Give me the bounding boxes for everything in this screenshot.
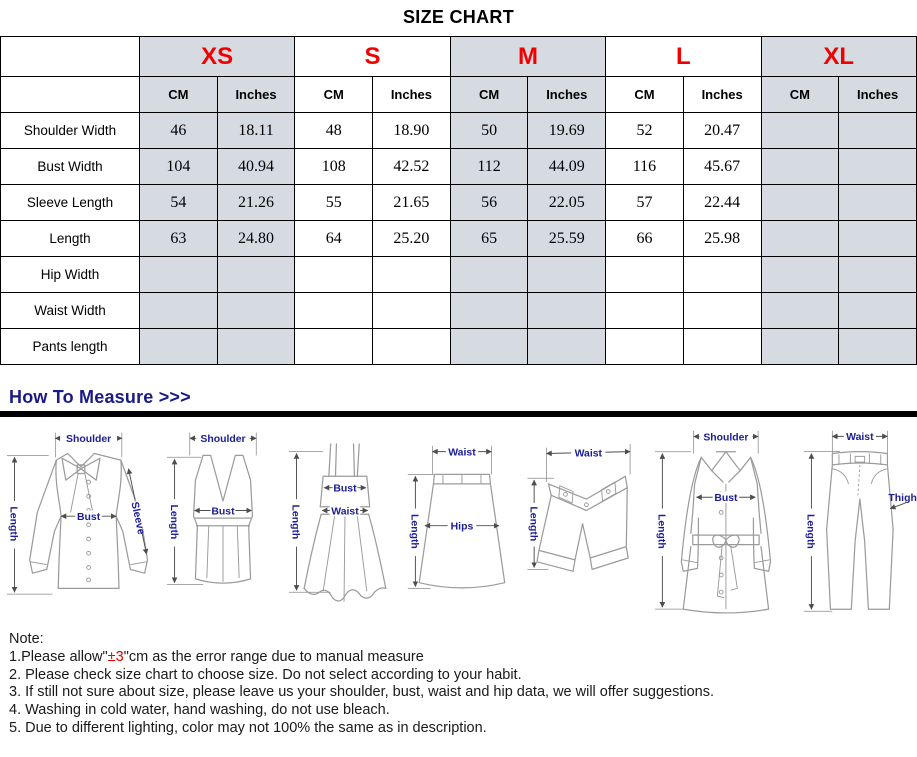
table-cell: 24.80 [217, 221, 295, 257]
table-cell [761, 185, 839, 221]
table-cell: 40.94 [217, 149, 295, 185]
table-cell [140, 257, 218, 293]
how-to-measure-heading: How To Measure >>> [9, 387, 191, 407]
tank-length-label: Length [167, 504, 179, 540]
coat-length-label: Length [655, 514, 667, 549]
figure-cami-dress [285, 425, 404, 615]
unit-header-xl-inches: Inches [839, 77, 917, 113]
table-cell [761, 221, 839, 257]
table-cell: 54 [140, 185, 218, 221]
table-row [1, 113, 917, 149]
unit-header-m-cm: CM [450, 77, 528, 113]
table-cell [140, 329, 218, 365]
size-table-body [1, 113, 917, 365]
size-chart-page [0, 7, 917, 738]
notes-heading: Note: [9, 631, 44, 647]
unit-header-xl-cm: CM [761, 77, 839, 113]
table-cell [217, 329, 295, 365]
table-cell: 22.44 [683, 185, 761, 221]
unit-header-l-inches: Inches [683, 77, 761, 113]
table-cell [450, 293, 528, 329]
unit-header-s-inches: Inches [373, 77, 451, 113]
table-cell [606, 257, 684, 293]
table-cell: 104 [140, 149, 218, 185]
table-cell: 48 [295, 113, 373, 149]
row-label: Bust Width [1, 149, 140, 185]
row-label: Hip Width [1, 257, 140, 293]
unit-header-s-cm: CM [295, 77, 373, 113]
note-item-2: 2. Please check size chart to choose size. Do not select according to your habit. [9, 666, 522, 683]
row-label: Length [1, 221, 140, 257]
notes-section [9, 631, 917, 738]
corner-cell [1, 77, 140, 113]
measure-figures [0, 417, 917, 619]
unit-header-xs-cm: CM [140, 77, 218, 113]
note-item-5: 5. Due to different lighting, color may not 100% the same as in description. [9, 720, 487, 737]
table-cell: 56 [450, 185, 528, 221]
skirt-hips-label: Hips [450, 521, 474, 533]
table-row [1, 149, 917, 185]
table-cell: 50 [450, 113, 528, 149]
unit-header-l-cm: CM [606, 77, 684, 113]
table-cell [450, 329, 528, 365]
table-cell [217, 257, 295, 293]
note-item-4: 4. Washing in cold water, hand washing, do not use bleach. [9, 702, 390, 719]
table-cell [839, 185, 917, 221]
table-cell [839, 257, 917, 293]
size-header-row [1, 37, 917, 77]
tank-bust-label: Bust [211, 506, 235, 518]
dress-length-label: Length [289, 504, 301, 540]
table-cell [839, 149, 917, 185]
table-cell: 18.11 [217, 113, 295, 149]
dress-waist-label: Waist [331, 506, 359, 518]
coat-shoulder-label: Shoulder [703, 432, 749, 444]
shorts-length-label: Length [527, 506, 539, 542]
table-cell: 57 [606, 185, 684, 221]
table-cell: 44.09 [528, 149, 606, 185]
table-row [1, 221, 917, 257]
table-cell [839, 221, 917, 257]
corner-cell [1, 37, 140, 77]
table-cell: 66 [606, 221, 684, 257]
figure-pants [798, 425, 917, 615]
size-header-xs: XS [140, 37, 295, 77]
table-cell [373, 293, 451, 329]
blouse-shoulder-label: Shoulder [65, 434, 112, 446]
table-cell [606, 329, 684, 365]
page-title: SIZE CHART [403, 7, 514, 27]
table-row [1, 185, 917, 221]
pants-length-label: Length [804, 514, 816, 549]
table-cell [217, 293, 295, 329]
table-cell [450, 257, 528, 293]
size-header-m: M [450, 37, 605, 77]
error-range-value: ±3 [107, 648, 124, 665]
table-cell: 18.90 [373, 113, 451, 149]
table-cell: 116 [606, 149, 684, 185]
pants-waist-label: Waist [846, 432, 874, 444]
table-cell: 46 [140, 113, 218, 149]
blouse-length-label: Length [7, 506, 19, 542]
size-header-s: S [295, 37, 450, 77]
row-label: Pants length [1, 329, 140, 365]
table-cell: 52 [606, 113, 684, 149]
table-cell: 25.20 [373, 221, 451, 257]
size-table [0, 36, 917, 365]
table-cell [683, 293, 761, 329]
figure-shorts [518, 425, 651, 615]
table-cell [295, 329, 373, 365]
table-cell: 55 [295, 185, 373, 221]
size-header-l: L [606, 37, 761, 77]
table-cell: 19.69 [528, 113, 606, 149]
table-cell: 20.47 [683, 113, 761, 149]
table-cell: 42.52 [373, 149, 451, 185]
skirt-length-label: Length [408, 514, 420, 549]
table-cell [295, 293, 373, 329]
skirt-waist-label: Waist [448, 447, 476, 459]
note-item-3: 3. If still not sure about size, please leave us your shoulder, bust, waist and hip data, we will offer suggestions. [9, 684, 714, 701]
table-cell [761, 113, 839, 149]
unit-header-m-inches: Inches [528, 77, 606, 113]
row-label: Sleeve Length [1, 185, 140, 221]
figure-tank-top [161, 425, 285, 615]
table-cell [683, 329, 761, 365]
table-cell [528, 329, 606, 365]
table-cell [528, 293, 606, 329]
unit-header-row [1, 77, 917, 113]
shorts-waist-label: Waist [574, 448, 603, 460]
table-cell [606, 293, 684, 329]
table-cell [295, 257, 373, 293]
pants-thigh-label: Thigh [888, 493, 917, 504]
table-cell: 45.67 [683, 149, 761, 185]
table-cell [839, 293, 917, 329]
table-cell [761, 149, 839, 185]
table-cell [839, 113, 917, 149]
table-cell: 65 [450, 221, 528, 257]
table-cell [839, 329, 917, 365]
figure-coat [651, 425, 798, 615]
table-cell: 21.26 [217, 185, 295, 221]
table-row [1, 293, 917, 329]
table-cell: 108 [295, 149, 373, 185]
table-cell [761, 257, 839, 293]
figure-blouse [1, 425, 161, 615]
table-row [1, 329, 917, 365]
size-table-head [1, 37, 917, 113]
table-cell: 63 [140, 221, 218, 257]
note-item-1: 1.Please allow"±3"cm as the error range due to manual measure [9, 648, 424, 665]
dress-bust-label: Bust [333, 483, 357, 495]
table-cell [140, 293, 218, 329]
tank-shoulder-label: Shoulder [200, 434, 246, 446]
table-cell [528, 257, 606, 293]
row-label: Waist Width [1, 293, 140, 329]
table-cell [373, 257, 451, 293]
table-cell: 112 [450, 149, 528, 185]
table-cell [373, 329, 451, 365]
blouse-bust-label: Bust [76, 512, 101, 523]
table-cell: 21.65 [373, 185, 451, 221]
size-header-xl: XL [761, 37, 917, 77]
table-cell: 25.98 [683, 221, 761, 257]
coat-bust-label: Bust [714, 493, 738, 505]
blouse-sleeve-label: Sleeve [128, 500, 147, 536]
unit-header-xs-inches: Inches [217, 77, 295, 113]
table-cell [761, 293, 839, 329]
table-cell: 64 [295, 221, 373, 257]
table-cell [761, 329, 839, 365]
table-row [1, 257, 917, 293]
figure-skirt [404, 425, 518, 615]
row-label: Shoulder Width [1, 113, 140, 149]
table-cell [683, 257, 761, 293]
table-cell: 25.59 [528, 221, 606, 257]
table-cell: 22.05 [528, 185, 606, 221]
